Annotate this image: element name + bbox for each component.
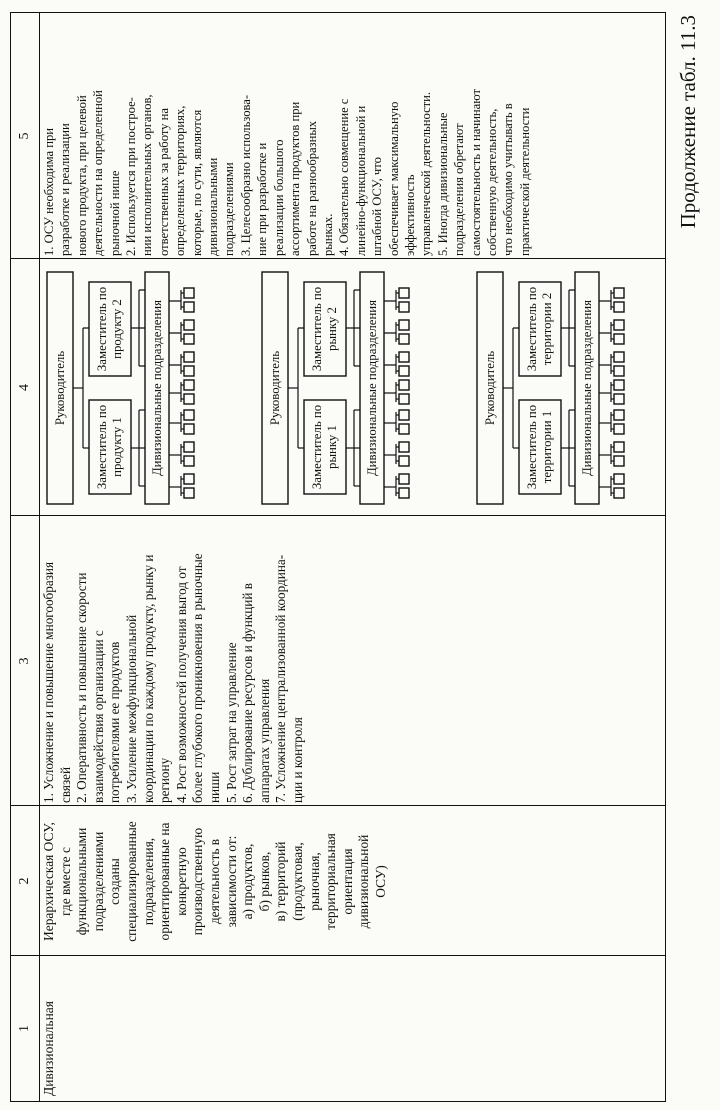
application-line: управленческой деятельности. xyxy=(419,91,434,256)
description-line: специализированные xyxy=(123,821,139,942)
description-line: деятельность в xyxy=(206,838,222,925)
characteristic-line: 1. Усложнение и повышение многообразия xyxy=(41,561,56,803)
characteristic-line: более глубокого проникновения в рыночные xyxy=(190,553,206,803)
characteristic-line: региону xyxy=(157,757,173,803)
characteristic-line: 5. Рост затрат на управление xyxy=(223,642,239,803)
application-line: нового продукта, при целевой xyxy=(74,95,89,256)
header-col-3: 3 xyxy=(17,657,32,665)
deputy-label: Заместитель по рынку 2 xyxy=(310,286,339,372)
sub-unit-box xyxy=(614,288,624,298)
characteristic-line: 3. Усиление межфункциональной xyxy=(123,614,139,803)
sub-unit-box xyxy=(399,410,409,420)
sub-unit-box xyxy=(184,410,194,420)
deputy-label: Заместитель по территории 1 xyxy=(525,404,554,490)
cell-description xyxy=(41,809,661,954)
sub-unit-box xyxy=(184,488,194,498)
application-line: нии исполнительных органов, xyxy=(140,94,155,256)
application-line: обеспечивает максимальную xyxy=(386,101,401,256)
sub-unit-box xyxy=(184,366,194,376)
characteristic-line: взаимодействия организации с xyxy=(90,630,106,803)
org-chart-lines xyxy=(41,262,667,514)
description-line: (продуктовая, xyxy=(289,842,305,921)
division-units-label: Дивизиональные подразделения xyxy=(579,299,594,477)
description-line: ориентация xyxy=(339,848,355,915)
sub-unit-box xyxy=(399,488,409,498)
sub-unit-box xyxy=(184,334,194,344)
description-line: где вместе с xyxy=(57,847,73,916)
description-line: ОСУ) xyxy=(372,865,388,898)
sub-unit-box xyxy=(614,320,624,330)
sub-unit-box xyxy=(614,334,624,344)
application-line: 5. Иногда дивизиональные xyxy=(435,112,450,256)
description-line: подразделениями xyxy=(90,831,106,932)
sub-unit-box xyxy=(614,380,624,390)
characteristic-line: потребителями ее продуктов xyxy=(107,641,123,803)
sub-unit-box xyxy=(399,394,409,404)
sub-unit-box xyxy=(184,424,194,434)
head-label: Руководитель xyxy=(482,350,497,426)
description-line: а) продуктов, xyxy=(240,843,256,920)
application-line: 2. Используется при построе- xyxy=(124,97,139,256)
characteristic-line: 7. Усложнение централизованной координа- xyxy=(273,554,289,803)
application-line: дивизиональными xyxy=(206,157,221,256)
deputy-label: Заместитель по продукту 2 xyxy=(95,286,124,372)
description-line: б) рынков, xyxy=(256,851,272,912)
sub-unit-box xyxy=(184,288,194,298)
sub-unit-box xyxy=(614,352,624,362)
deputy-label: Заместитель по продукту 1 xyxy=(95,404,124,490)
description-line: в) территорий xyxy=(273,841,289,922)
description-line: зависимости от: xyxy=(223,835,239,928)
sub-unit-box xyxy=(614,456,624,466)
sub-unit-box xyxy=(184,474,194,484)
division-units-label: Дивизиональные подразделения xyxy=(364,299,379,477)
deputy-label: Заместитель по рынку 1 xyxy=(310,404,339,490)
application-line: линейно-функциональной и xyxy=(353,105,368,256)
header-col-4: 4 xyxy=(17,384,32,391)
application-line: штабной ОСУ, что xyxy=(370,157,385,256)
application-line: ответственных за работу на xyxy=(156,108,171,256)
sub-unit-box xyxy=(399,366,409,376)
application-line: работе на разнообразных xyxy=(304,120,319,256)
application-line: разработке и реализации xyxy=(58,123,73,256)
sub-unit-box xyxy=(399,380,409,390)
application-line: рыночной нише xyxy=(107,170,122,256)
sub-unit-box xyxy=(399,320,409,330)
application-line: практической деятельности xyxy=(517,107,532,256)
cell-characteristics xyxy=(41,523,661,803)
description-line: созданы xyxy=(107,858,123,905)
characteristic-line: 6. Дублирование ресурсов и функций в xyxy=(240,583,256,803)
application-line: которые, по сути, являются xyxy=(189,109,204,256)
table-caption: Продолжение табл. 11.3 xyxy=(676,15,700,229)
application-line: самостоятельность и начинают xyxy=(468,88,483,256)
sub-unit-box xyxy=(614,442,624,452)
description-line: подразделения, xyxy=(140,837,156,926)
characteristic-line: ции и контроля xyxy=(289,717,305,803)
application-line: эффективность xyxy=(402,174,417,256)
sub-unit-box xyxy=(184,442,194,452)
sub-unit-box xyxy=(614,424,624,434)
sub-unit-box xyxy=(614,410,624,420)
characteristic-line: аппаратах управления xyxy=(256,678,272,803)
description-line: рыночная, xyxy=(306,852,322,911)
sub-unit-box xyxy=(399,288,409,298)
sub-unit-box xyxy=(399,474,409,484)
sub-unit-box xyxy=(614,474,624,484)
application-line: определенных территориях, xyxy=(173,105,188,256)
sub-unit-box xyxy=(614,366,624,376)
application-line: ассортимента продуктов при xyxy=(288,101,303,256)
application-line: 4. Обязательно совмещение с xyxy=(337,98,352,256)
characteristic-line: связей xyxy=(57,766,73,803)
description-line: дивизиональной xyxy=(356,834,372,929)
sub-unit-box xyxy=(399,334,409,344)
sub-unit-box xyxy=(184,302,194,312)
application-line: подразделения обретают xyxy=(452,123,467,256)
sub-unit-box xyxy=(614,488,624,498)
sub-unit-box xyxy=(399,456,409,466)
cell-structure-type: Дивизиональная xyxy=(41,1001,56,1096)
column-divider xyxy=(11,805,665,806)
description-line: производственную xyxy=(190,827,206,936)
sub-unit-box xyxy=(184,320,194,330)
sub-unit-box xyxy=(399,442,409,452)
deputy-label: Заместитель по территории 2 xyxy=(525,286,554,372)
column-divider xyxy=(11,515,665,516)
description-line: территориальная xyxy=(323,833,339,930)
sub-unit-box xyxy=(614,302,624,312)
header-col-5: 5 xyxy=(17,132,32,140)
sub-unit-box xyxy=(184,394,194,404)
description-line: конкретную xyxy=(173,847,189,916)
application-line: рынках. xyxy=(320,213,335,256)
application-line: что необходимо учитывать в xyxy=(501,103,516,256)
table xyxy=(10,12,666,1102)
description-line: ориентированные на xyxy=(157,822,173,941)
application-line: собственную деятельность, xyxy=(484,108,499,256)
org-charts xyxy=(41,262,667,514)
sub-unit-box xyxy=(184,380,194,390)
description-line: функциональными xyxy=(74,827,90,936)
sub-unit-box xyxy=(614,394,624,404)
head-label: Руководитель xyxy=(52,350,67,426)
sub-unit-box xyxy=(399,424,409,434)
characteristic-line: 2. Оперативность и повышение скорости xyxy=(74,572,90,803)
application-line: 3. Целесообразно использова- xyxy=(238,94,253,256)
application-line: подразделениями xyxy=(222,162,237,256)
characteristic-line: ниши xyxy=(206,771,222,803)
characteristic-line: 4. Рост возможностей получения выгод от xyxy=(173,566,189,803)
table-header-row xyxy=(11,13,40,1101)
application-line: реализации большого xyxy=(271,139,286,256)
sub-unit-box xyxy=(184,456,194,466)
head-label: Руководитель xyxy=(267,350,282,426)
description-line: Иерархическая ОСУ, xyxy=(41,822,56,941)
characteristic-line: координации по каждому продукту, рынку и xyxy=(140,554,156,803)
sub-unit-box xyxy=(399,302,409,312)
header-col-2: 2 xyxy=(17,877,32,885)
application-line: ние при разработке и xyxy=(255,142,270,256)
division-units-label: Дивизиональные подразделения xyxy=(149,299,164,477)
sub-unit-box xyxy=(399,352,409,362)
application-line: деятельности на определенной xyxy=(91,90,106,256)
header-col-1: 1 xyxy=(17,1025,32,1032)
application-line: 1. ОСУ необходима при xyxy=(42,128,56,256)
column-divider xyxy=(11,258,665,259)
sub-unit-box xyxy=(184,352,194,362)
cell-application xyxy=(41,18,661,256)
